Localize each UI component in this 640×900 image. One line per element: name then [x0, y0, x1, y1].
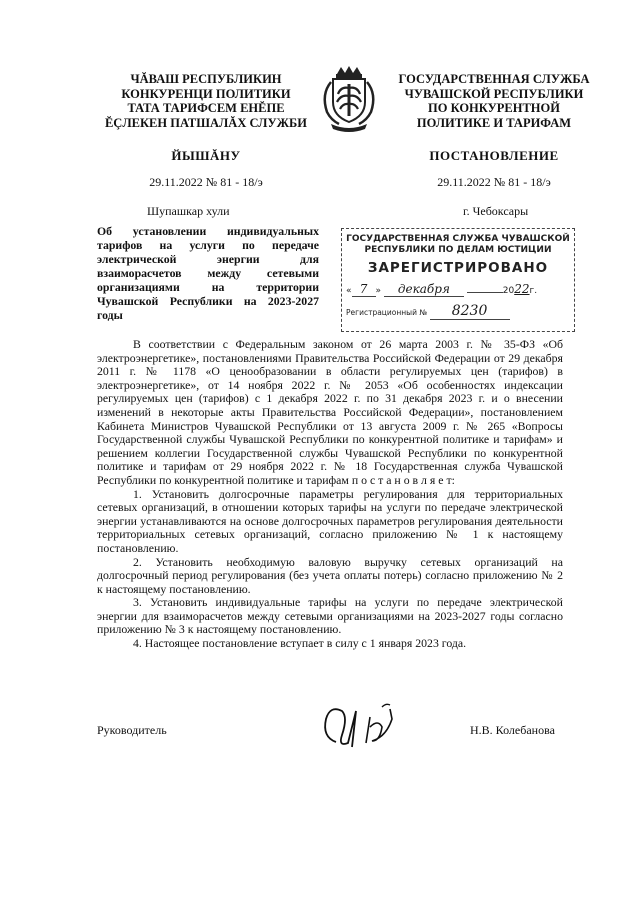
item-2: 2. Установить необходимую валовую выручку сетевых организаций на долгосрочный период регулирования (без учета оплаты потерь) согласно приложению № 2 к настоящему постановлению.: [97, 554, 563, 596]
place-russian: г. Чебоксары: [463, 204, 529, 218]
header-left-line-2: КОНКУРЕНЦИ ПОЛИТИКИ: [121, 86, 291, 101]
stamp-reg-number: 8230: [430, 303, 510, 320]
header-right-russian: [387, 72, 601, 130]
preamble-paragraph: [97, 338, 563, 488]
stamp-registered: ЗАРЕГИСТРИРОВАНО: [367, 260, 549, 276]
stamp-date-row: « 7 » декабря 2022г.: [346, 282, 538, 296]
stamp-reg-row: [346, 303, 570, 320]
signatory-role: Руководитель: [97, 723, 167, 737]
place-chuvash: Шупашкар хули: [147, 204, 230, 218]
item-1: 1. Установить долгосрочные параметры регулирования для территориальных сетевых организаций, в отношении которых тарифы на услуги по передаче электрической энергии устанавливаются на основе долгосрочных параметров регулирования деятельности территориальных сетевых организаций, согласно приложению № 1 к настоящему постановлению.: [97, 486, 563, 555]
stamp-line-1: ГОСУДАРСТВЕННАЯ СЛУЖБА ЧУВАШСКОЙ: [346, 234, 570, 244]
chuvash-coat-of-arms-icon: [319, 64, 379, 134]
doc-type-chuvash: ЙЫШĂНУ: [171, 148, 241, 163]
handwritten-signature: [312, 697, 422, 757]
item-3: 3. Установить индивидуальные тарифы на услуги по передаче электрической энергии для взаиморасчетов между сетевыми организациями на 2023-2027 годы согласно приложению № 3 к настоящему постановлению.: [97, 595, 563, 637]
header-right-line-4: ПОЛИТИКЕ И ТАРИФАМ: [416, 115, 572, 130]
header-left-line-1: ЧĂВАШ РЕСПУБЛИКИН: [130, 72, 282, 86]
header-right-line-1: ГОСУДАРСТВЕННАЯ СЛУЖБА: [398, 72, 590, 86]
header-right-line-2: ЧУВАШСКОЙ РЕСПУБЛИКИ: [404, 86, 584, 101]
doc-type-russian: ПОСТАНОВЛЕНИЕ: [429, 148, 559, 163]
stamp-day: 7: [352, 282, 376, 297]
stamp-month: декабря: [384, 282, 464, 297]
header-left-line-3: ТАТА ТАРИФСЕМ ЕНĔПЕ: [127, 101, 285, 115]
stamp-year: 22: [514, 282, 530, 296]
document-subject: Об установлении индивидуальных тарифов на услуги по передаче электрической энергии для взаиморасчетов между сетевыми организациями на территории Чувашской Республики на 2023-2027 годы: [97, 224, 319, 322]
header-left-chuvash: [100, 72, 312, 130]
doc-number-right: 29.11.2022 № 81 - 18/э: [437, 175, 551, 189]
stamp-line-2: РЕСПУБЛИКИ ПО ДЕЛАМ ЮСТИЦИИ: [364, 245, 552, 255]
stamp-year-suffix: г.: [529, 286, 538, 296]
doc-number-left: 29.11.2022 № 81 - 18/э: [149, 175, 263, 189]
decree-word: п о с т а н о в л я е т:: [351, 472, 455, 487]
stamp-reg-label: Регистрационный №: [346, 308, 428, 317]
header-left-line-4: ĔÇЛЕКЕН ПАТШАЛĂХ СЛУЖБИ: [104, 115, 308, 130]
item-4: 4. Настоящее постановление вступает в силу с 1 января 2023 года.: [133, 636, 467, 651]
signatory-name: Н.В. Колебанова: [470, 723, 555, 737]
document-body: [97, 338, 563, 651]
header-right-line-3: ПО КОНКУРЕНТНОЙ: [428, 101, 560, 115]
stamp-year-prefix: 20: [502, 286, 515, 296]
preamble-text: В соответствии с Федеральным законом от 26 марта 2003 г. № 35-ФЗ «Об электроэнергетике», постановлениями Правительства Российской Федерации от 29 декабря 2011 г. № 1178 «О ценообразовании в области регулируемых цен (тарифов) в электроэнергетике», от 14 ноября 2022 г. № 2053 «Об особенностях индексации регулируемых цен (тарифов) с 1 декабря 2022 г. по 31 декабря 2023 г. и о внесении изменений в некоторые акты Правительства Российской Федерации», постановлением Кабинета Министров Чувашской Республики от 13 августа 2009 г. № 265 «Вопросы Государственной службы Чувашской Республики по конкурентной политике и тарифам» и решением коллегии Государственной службы Чувашской Республики по конкурентной политике и тарифам от 29 ноября 2022 г. № 18 Государственная служба Чувашской Республики по конкурентной политике и тарифам: [97, 337, 563, 487]
registration-stamp: [341, 228, 575, 332]
